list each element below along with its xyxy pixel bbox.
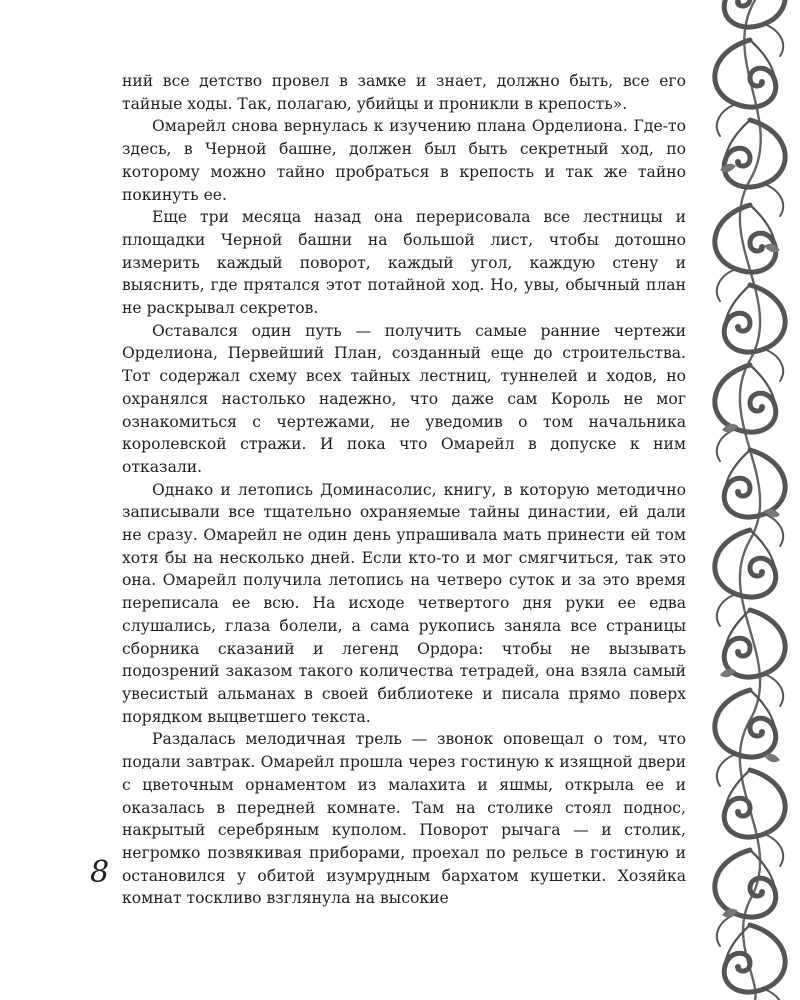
swirl-ornament-border <box>700 0 800 1000</box>
paragraph-6: Раздалась мелодичная трель — звонок оповещал о том, что подали завтрак. Омарейл прошла через гостиную к изящной двери с цветочным орнаментом из малахита и яшмы, открыла ее и оказалась в передней комнате. Там на столике стоял поднос, накрытый серебряным куполом. Поворот рычага — и столик, негромко позвякивая приборами, проехал по рельсе в гостиную и остановился у обитой изумрудным бархатом кушетки. Хозяйка комнат тоскливо взглянула на высокие <box>122 730 686 908</box>
paragraph-1: ний все детство провел в замке и знает, должно быть, все его тайные ходы. Так, полагаю, убийцы и проникли в крепость». <box>122 72 686 113</box>
page-text <box>122 70 686 910</box>
paragraph-4: Оставался один путь — получить самые ранние чертежи Орделиона, Первейший План, созданный еще до строительства. Тот содержал схему всех тайных лестниц, туннелей и ходов, но охранялся настолько надежно, что даже сам Король не мог ознакомиться с чертежами, не уведомив о том начальника королевской стражи. И пока что Омарейл в допуске к ним отказали. <box>122 321 686 476</box>
paragraph-3: Еще три месяца назад она перерисовала все лестницы и площадки Черной башни на большой лист, чтобы дотошно измерить каждый поворот, каждый угол, каждую стену и выяснить, где прятался этот потайной ход. Но, увы, обычный план не раскрывал секретов. <box>122 208 686 318</box>
paragraph-5: Однако и летопись Доминасолис, книгу, в которую методично записывали все тщательно охраняемые тайны династии, ей дали не сразу. Омарейл не один день упрашивала мать принести ей том хотя бы на несколько дней. Если кто-то и мог смягчиться, так это она. Омарейл получила летопись на четверо суток и за это время переписала ее всю. На исходе четвертого дня руки ее едва слушались, глаза болели, а сама рукопись заняла все страницы сборника сказаний и легенд Ордора: чтобы не вызывать подозрений заказом такого количества тетрадей, она взяла самый увесистый альманах в своей библиотеке и писала прямо поверх порядком выцветшего текста. <box>122 480 686 726</box>
paragraph-2: Омарейл снова вернулась к изучению плана Орделиона. Где-то здесь, в Черной башне, должен был быть секретный ход, по которому можно тайно пробраться в крепость и так же тайно покинуть ее. <box>122 117 686 204</box>
page-number: 8 <box>90 855 110 890</box>
